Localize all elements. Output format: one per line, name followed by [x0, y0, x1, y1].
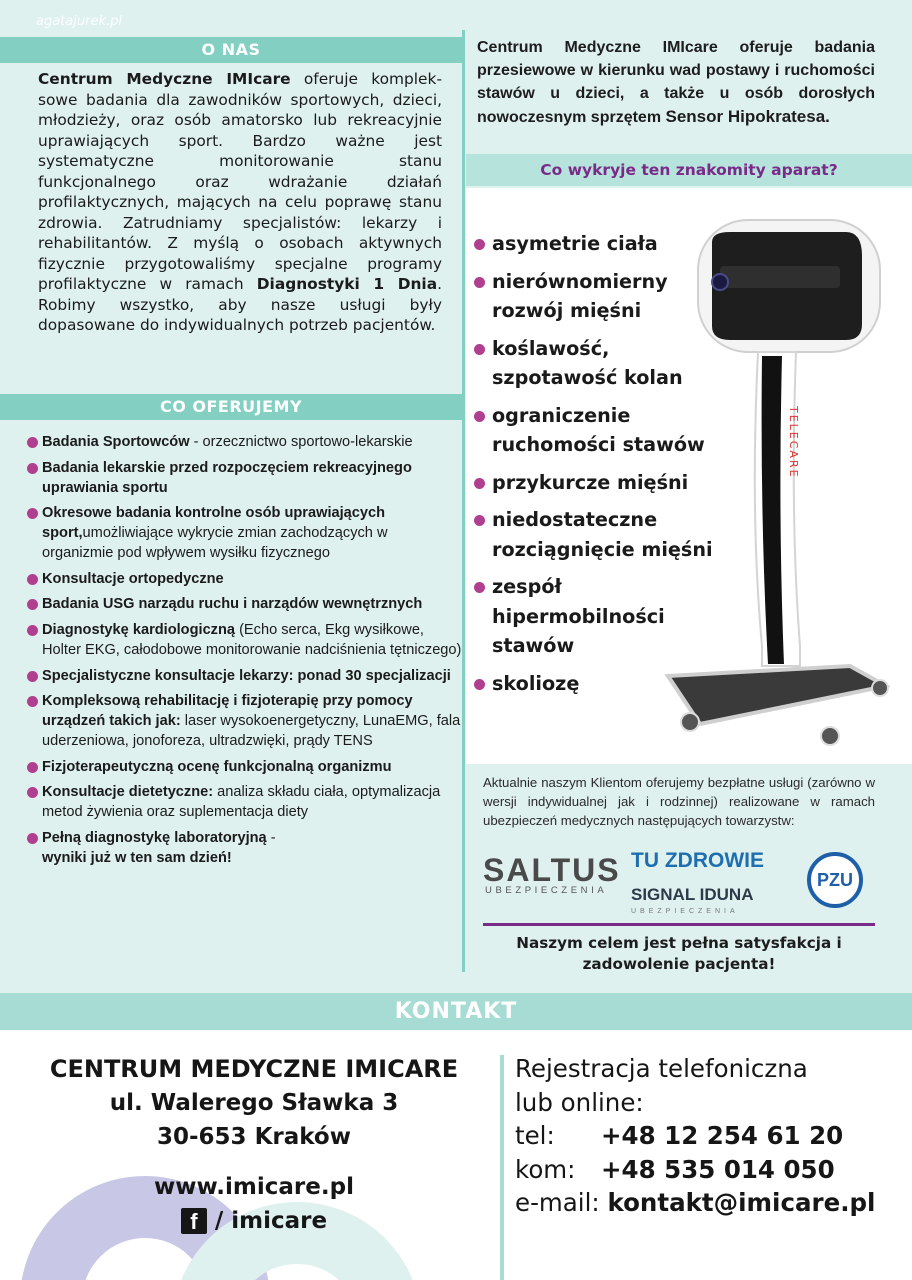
offer-item [26, 691, 462, 751]
registration-line-2: lub online: [515, 1087, 644, 1117]
phone-row [515, 1119, 907, 1153]
column-divider [462, 30, 465, 972]
detect-item: ograniczenie ruchomości stawów [473, 401, 733, 460]
insurance-paragraph: Aktualnie naszym Klientom oferujemy bezpłatne usługi (zarówno w wersji indywidualnej jak i rodzinnej) realizowane w ramach ubezpieczeń medycznych następujących towarzystw: [483, 775, 875, 828]
mobile-row [515, 1153, 907, 1187]
offer-text: umożliwiające wykrycie zmian zachodzących w organizmie pod wpływem wysiłku fizycznego [42, 525, 388, 562]
phone-number[interactable]: +48 12 254 61 20 [601, 1121, 844, 1150]
intro-device-name: Sensor Hipokratesa. [665, 107, 830, 126]
offer-bold: Badania Sportowców [42, 434, 190, 450]
offer-bold: Specjalistyczne konsultacje lekarzy: ponad 30 specjalizacji [42, 667, 451, 684]
device-brand: TELECARE [787, 406, 800, 479]
offer-bold: Konsultacje ortopedyczne [42, 570, 224, 587]
facebook-handle: / imicare [214, 1208, 328, 1234]
detect-item: skoliozę [473, 669, 733, 699]
email-label: e-mail: [515, 1188, 600, 1217]
saltus-logo-sub: UBEZPIECZENIA [485, 885, 608, 896]
offer-item [26, 828, 462, 868]
about-bold-name: Centrum Medyczne IMIcare [38, 70, 291, 88]
clinic-street: ul. Walerego Sławka 3 [109, 1090, 399, 1116]
offer-bold: Kompleksową rehabilitację i fizjoterapię przy pomocy urządzeń takich jak: [42, 693, 413, 730]
intro-text: Centrum Medyczne IMIcare oferuje badania przesiewowe w kierunku wad postawy i ruchomości stawów u dzieci, a także u osób dorosłych nowoczesnym sprzętem [477, 39, 875, 126]
offer-bold: Fizjoterapeutyczną ocenę funkcjonalną organizmu [42, 758, 392, 775]
facebook-icon: f [181, 1208, 207, 1234]
goal-statement: Naszym celem jest pełna satysfakcja i zadowolenie pacjenta! [516, 934, 842, 973]
offer-text: - orzecznictwo sportowo-lekarskie [189, 434, 413, 450]
tu-zdrowie-logo: TU ZDROWIE [631, 849, 764, 872]
offer-item [26, 620, 462, 660]
offer-bold-results: wyniki już w ten sam dzień! [42, 849, 232, 866]
offer-item [26, 757, 462, 777]
registration-line-1: Rejestracja telefoniczna [515, 1054, 808, 1083]
contact-section-title: KONTAKT [0, 993, 912, 1030]
email-address[interactable]: kontakt@imicare.pl [607, 1188, 876, 1217]
watermark: agatajurek.pl [36, 14, 122, 29]
signal-iduna-name: SIGNAL IDUNA [631, 885, 754, 904]
contact-address-block [0, 1052, 508, 1238]
detect-item: koślawość, szpotawość kolan [473, 334, 733, 393]
website-link[interactable]: www.imicare.pl [154, 1174, 354, 1200]
contact-registration-block [515, 1052, 907, 1220]
detect-item: asymetrie ciała [473, 229, 733, 259]
detect-item: niedostateczne rozciągnięcie mięśni [473, 505, 733, 564]
facebook-link[interactable] [0, 1204, 508, 1238]
offer-bold: Badania lekarskie przed rozpoczęciem rekreacyjnego uprawiania sportu [42, 459, 412, 496]
detect-item: zespół hipermobilności stawów [473, 572, 733, 661]
signal-iduna-sub: UBEZPIECZENIA [631, 908, 739, 915]
about-paragraph [38, 69, 442, 336]
phone-label: tel: [515, 1121, 555, 1150]
offer-bold: Okresowe badania kontrolne osób uprawiających sport, [42, 505, 386, 542]
sensor-device-image [650, 216, 890, 752]
offer-item [26, 666, 462, 686]
signal-iduna-logo [631, 885, 753, 915]
about-text: oferuje kompleksowe badania dla zawodników sportowych, dzieci, młodzieży, oraz osób amatorsko lub rekreacyjnie uprawiających sport. Bardzo ważne jest systematyczne monitorowanie stanu funkcjonalnego oraz wdrażanie działań profilaktycznych, mających na celu poprawę stanu zdrowia. Zatrudniamy specjalistów: lekarzy i rehabilitantów. Z myślą o osobach aktywnych fizycznie przygotowaliśmy specjalne programy profilaktyczne w ramach [38, 70, 442, 293]
offer-item [26, 432, 462, 452]
clinic-city: 30-653 Kraków [157, 1124, 351, 1150]
offer-text: - [266, 829, 276, 846]
detect-item: przykurcze mięśni [473, 468, 733, 498]
offer-text: laser wysokoenergetyczny, LunaEMG, fala uderzeniowa, jonoforeza, ultradzwięki, prądy TENS [42, 713, 461, 750]
offer-bold: Badania USG narządu ruchu i narządów wewnętrznych [42, 596, 423, 613]
purple-divider [483, 923, 875, 926]
contact-divider [500, 1055, 504, 1280]
offer-bold: Konsultacje dietetyczne: [42, 784, 214, 801]
offer-bold: Pełną diagnostykę laboratoryjną [42, 829, 267, 846]
about-section-title: O NAS [0, 37, 462, 63]
intro-paragraph [477, 36, 875, 129]
offer-text: (Echo serca, Ekg wysiłkowe, Holter EKG, całodobowe monitorowanie nadciśnienia tętniczego) [42, 621, 462, 658]
about-bold-program: Diagnostyki 1 Dnia [256, 275, 438, 293]
offer-item [26, 782, 462, 822]
detects-title: Co wykryje ten znakomity aparat? [466, 154, 912, 186]
offer-text: analiza składu ciała, optymalizacja metod żywienia oraz suplementacja diety [42, 784, 441, 821]
mobile-number[interactable]: +48 535 014 050 [601, 1154, 835, 1184]
offer-item [26, 594, 462, 614]
offer-item [26, 503, 462, 563]
offers-section-title: CO OFERUJEMY [0, 394, 462, 420]
offer-bold: Diagnostykę kardiologiczną [42, 621, 236, 638]
mobile-label: kom: [515, 1154, 576, 1184]
detect-item: nierównomierny rozwój mięśni [473, 267, 733, 326]
about-text-end: . Robimy wszystko, aby nasze usługi były dopasowane do indywidualnych potrzeb pacjentów. [38, 275, 442, 334]
offer-item [26, 569, 462, 589]
saltus-logo [483, 852, 621, 896]
saltus-logo-name: SALTUS [483, 852, 621, 888]
pzu-logo: PZU [807, 852, 863, 908]
email-row [515, 1186, 907, 1220]
offers-list [26, 432, 462, 874]
clinic-name: CENTRUM MEDYCZNE IMICARE [49, 1055, 459, 1083]
offer-item [26, 458, 462, 498]
